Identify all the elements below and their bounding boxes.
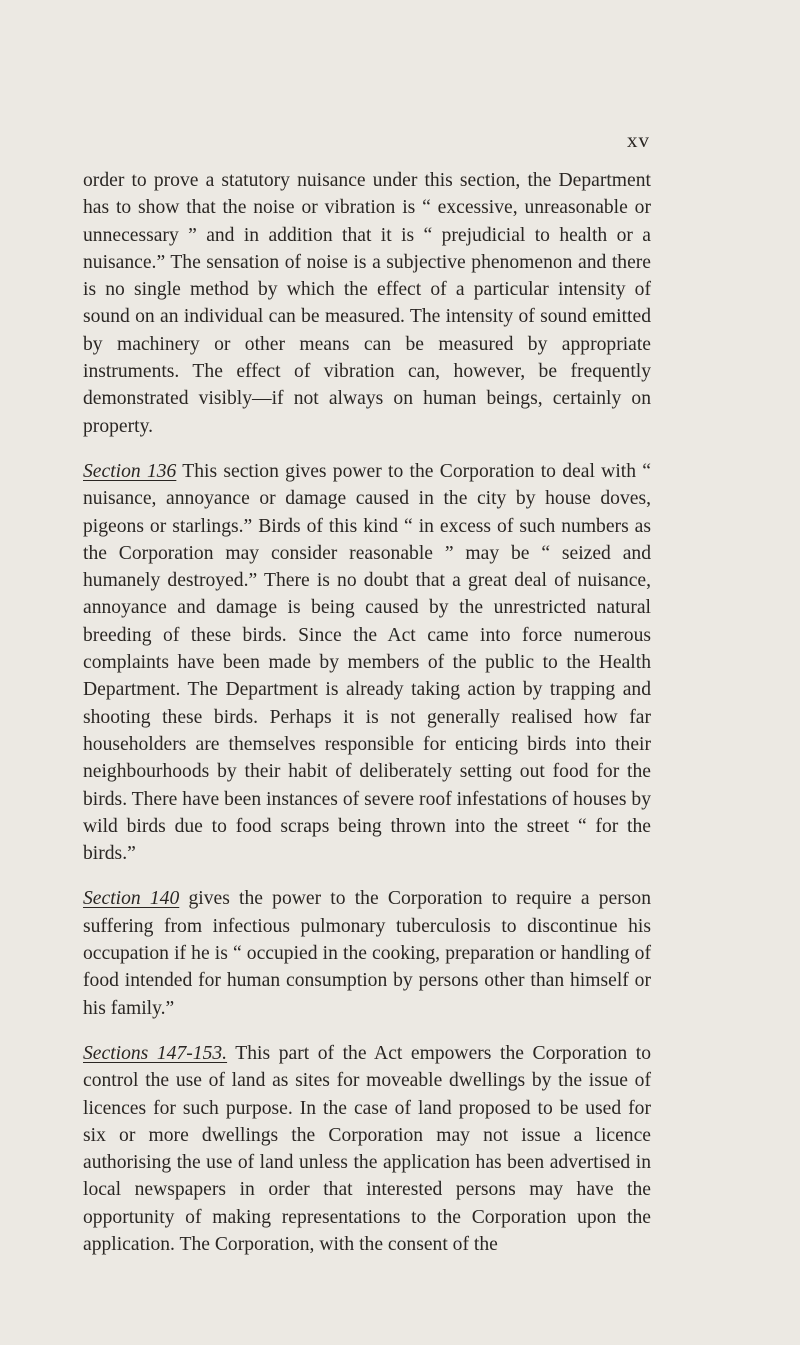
paragraph-section-140: [83, 885, 651, 1021]
section-reference: Section 140: [83, 888, 180, 910]
paragraph-text: This part of the Act empowers the Corporation to control the use of land as sites for moveable dwellings by the issue of licences for such purpose. In the case of land proposed to be used for six or more dwellings the Corporation may not issue a licence authorising the use of land unless the application has been advertised in local newspapers in order that interested persons may have the opportunity of making representations to the Corporation upon the application. The Corporation, with the consent of the: [83, 1042, 652, 1255]
paragraph-noise: [83, 167, 651, 440]
paragraph-text: order to prove a statutory nuisance under this section, the Department has to show that the noise or vibration is “ excessive, unreasonable or unnecessary ” and in addition that it is “ prejudicial to health or a nuisance.” The sensation of noise is a subjective phenomenon and there is no single method by which the effect of a particular intensity of sound on an individual can be measured. The intensity of sound emitted by machinery or other means can be measured by appropriate instruments. The effect of vibration can, however, be frequently demonstrated visibly—if not always on human beings, certainly on property.: [83, 170, 651, 437]
page-number: xv: [627, 128, 650, 152]
section-reference: Sections 147-153.: [83, 1042, 228, 1064]
section-reference: Section 136: [83, 460, 177, 482]
paragraph-sections-147-153: [83, 1040, 651, 1258]
paragraph-text: gives the power to the Corporation to require a person suffering from infectious pulmonary tuberculosis to discontinue his occupation if he is “ occupied in the cooking, preparation or handling of food intended for human consumption by persons other than himself or his family.”: [83, 888, 651, 1019]
body-text: [83, 167, 651, 1276]
paragraph-section-136: [83, 458, 651, 867]
paragraph-text: This section gives power to the Corporation to deal with “ nuisance, annoyance or damage caused in the city by house doves, pigeons or starlings.” Birds of this kind “ in excess of such numbers as the Corporation may consider reasonable ” may be “ seized and humanely destroyed.” There is no doubt that a great deal of nuisance, annoyance and damage is being caused by the unrestricted natural breeding of these birds. Since the Act came into force numerous complaints have been made by members of the public to the Health Department. The Department is already taking action by trapping and shooting these birds. Perhaps it is not generally realised how far householders are themselves responsible for enticing birds into their neighbourhoods by their habit of deliberately setting out food for the birds. There have been instances of severe roof infestations of houses by wild birds due to food scraps being thrown into the street “ for the birds.”: [83, 460, 651, 865]
